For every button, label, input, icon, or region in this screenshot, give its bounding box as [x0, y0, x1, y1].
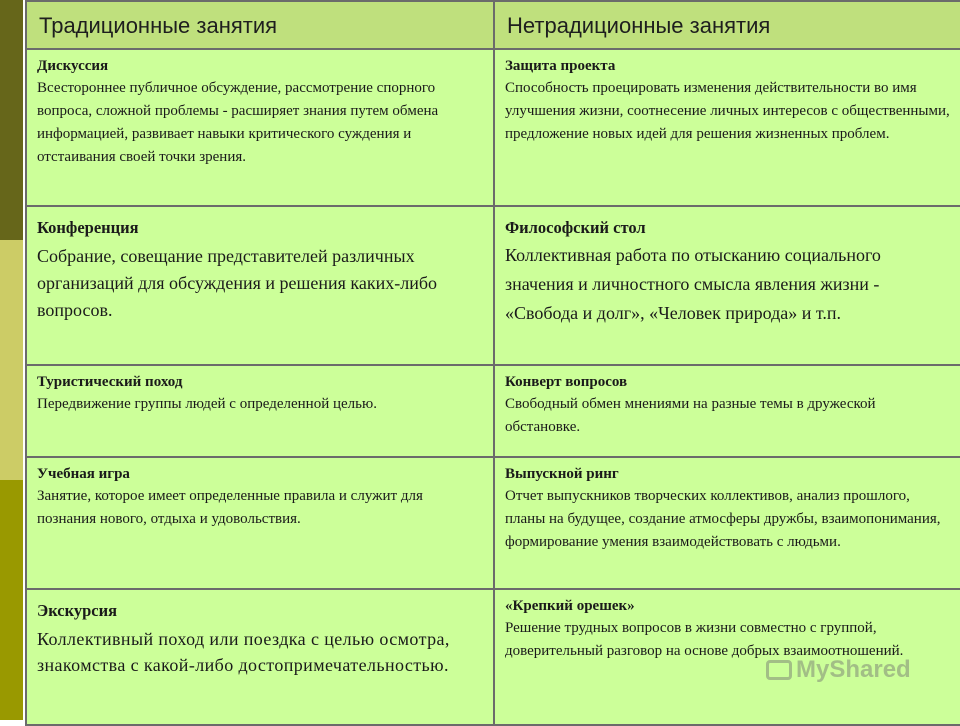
watermark-text: MyShared — [796, 656, 911, 683]
cell-title: Дискуссия — [37, 58, 109, 74]
cell-question-envelope — [494, 365, 960, 457]
side-stripe-middle — [0, 240, 23, 480]
cell-text: Всестороннее публичное обсуждение, рассмотрение спорного вопроса, сложной проблемы - расширяет знания путем обмена информацией, развивает навыки критического суждения и отстаивания своей точки зрения. — [37, 80, 439, 165]
cell-philosophy-table — [494, 206, 960, 365]
table-row — [26, 365, 960, 457]
cell-text: Способность проецировать изменения действительности во имя улучшения жизни, соотнесение личных интересов с общественными, предложение новых идей для решения жизненных проблем. — [505, 80, 950, 142]
table-row — [26, 49, 960, 206]
cell-graduation-ring — [494, 457, 960, 589]
side-stripe-bottom — [0, 480, 23, 720]
cell-excursion — [26, 589, 494, 725]
cell-text: Занятие, которое имеет определенные правила и служит для познания нового, отдыха и удовольствия. — [37, 488, 423, 527]
header-nontraditional: Нетрадиционные занятия — [494, 1, 960, 49]
cell-title: Экскурсия — [37, 601, 118, 620]
cell-title: Туристический поход — [37, 374, 183, 390]
cell-tough-nut — [494, 589, 960, 725]
cell-title: Защита проекта — [505, 58, 616, 74]
cell-title: Выпускной ринг — [505, 466, 619, 482]
cell-text: Собрание, совещание представителей различных организаций для обсуждения и решения каких-либо вопросов. — [37, 246, 437, 320]
cell-title: Конференция — [37, 218, 139, 237]
cell-text: Свободный обмен мнениями на разные темы в дружеской обстановке. — [505, 396, 876, 435]
cell-text: Коллективный поход или поездка с целью осмотра, знакомства с какой-либо достопримечательностью. — [37, 629, 450, 675]
cell-conference — [26, 206, 494, 365]
table-row — [26, 589, 960, 725]
cell-text: Решение трудных вопросов в жизни совместно с группой, доверительный разговор на основе добрых взаимоотношений. — [505, 620, 904, 659]
cell-title: «Крепкий орешек» — [505, 598, 635, 614]
cell-text: Отчет выпускников творческих коллективов, анализ прошлого, планы на будущее, создание атмосферы дружбы, взаимопонимания, формирование умения взаимодействовать с людьми. — [505, 488, 941, 550]
header-traditional: Традиционные занятия — [26, 1, 494, 49]
cell-hiking-trip — [26, 365, 494, 457]
table-row — [26, 206, 960, 365]
cell-discussion — [26, 49, 494, 206]
cell-project-defense — [494, 49, 960, 206]
table-row — [26, 457, 960, 589]
cell-text: Передвижение группы людей с определенной целью. — [37, 396, 377, 412]
cell-title: Учебная игра — [37, 466, 130, 482]
cell-title: Конверт вопросов — [505, 374, 628, 390]
cell-text: Коллективная работа по отысканию социального значения и личностного смысла явления жизни - «Свобода и долг», «Человек природа» и т.п. — [505, 245, 881, 323]
header-row — [26, 1, 960, 49]
side-stripe-top — [0, 0, 23, 240]
cell-learning-game — [26, 457, 494, 589]
activities-table — [25, 0, 960, 726]
cell-title: Философский стол — [505, 218, 646, 237]
